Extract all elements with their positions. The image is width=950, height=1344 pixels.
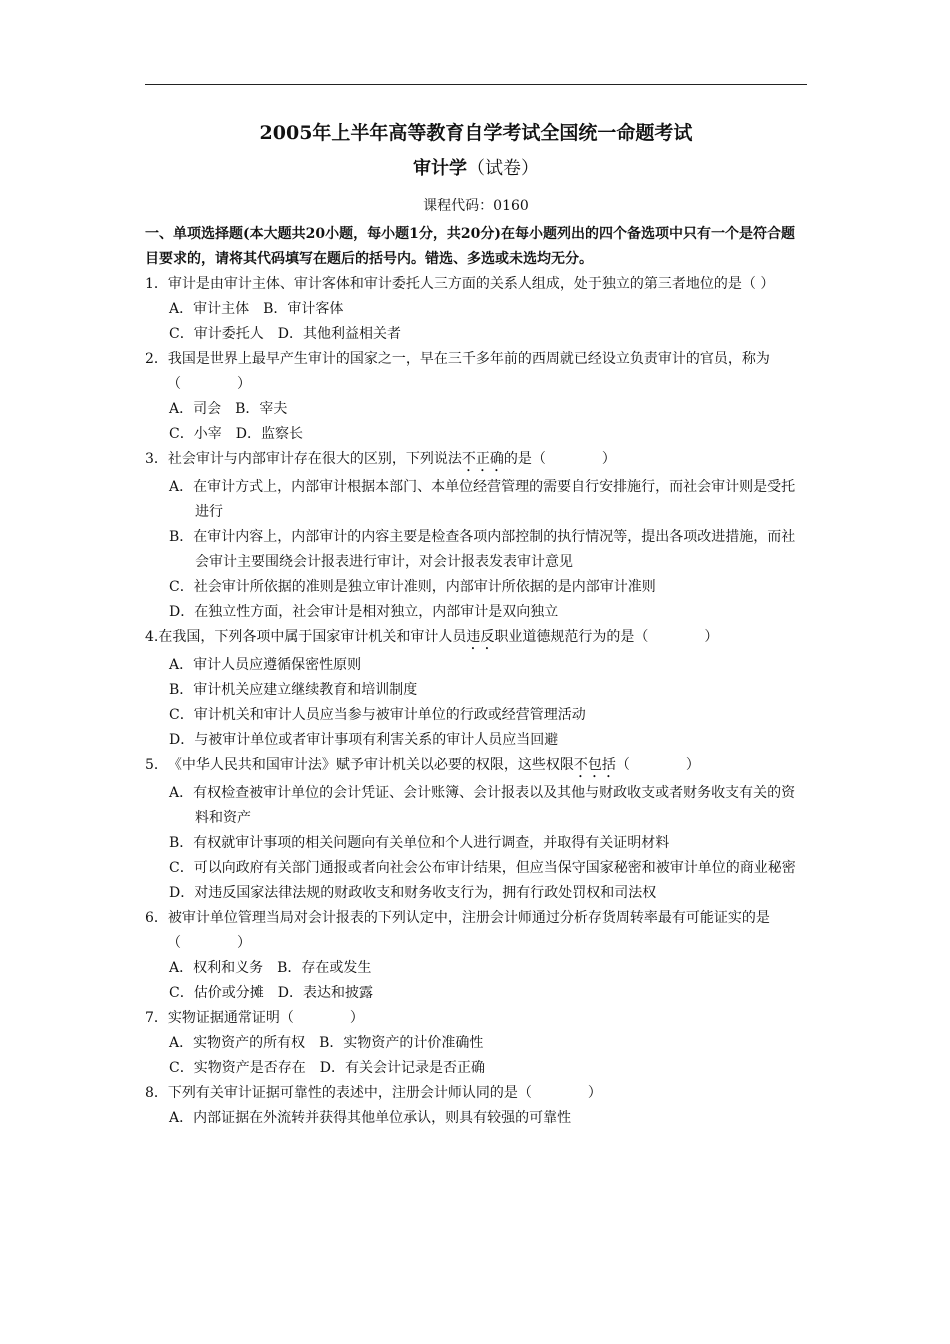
option-b: B．宰夫 (235, 401, 288, 417)
option-d: D．其他利益相关者 (277, 326, 401, 342)
option-a: A．司会 (169, 401, 222, 417)
stem-text: 下列有关审计证据可靠性的表述中，注册会计师认同的是（ ） (167, 1085, 602, 1101)
question-stem (145, 906, 807, 956)
question-stem (145, 1006, 807, 1031)
option-a: A．审计人员应遵循保密性原则 (169, 657, 362, 673)
question-stem (145, 1081, 807, 1106)
option-a: A．有权检查被审计单位的会计凭证、会计账簿、会计报表以及其他与财政收支或者财务收支有关的资料和资产 (169, 785, 796, 826)
question-8 (145, 1081, 807, 1131)
question-stem (145, 347, 807, 397)
emphasis-text: 不正确 (461, 451, 504, 467)
option-row (145, 956, 807, 981)
question-number: 4. (145, 629, 159, 645)
question-number: 6． (145, 910, 168, 926)
exam-paper (145, 118, 807, 1131)
question-5 (145, 753, 807, 906)
option-row (145, 297, 807, 322)
option-d: D．表达和披露 (277, 985, 373, 1001)
option-a: A．审计主体 (169, 301, 250, 317)
option-c: C．实物资产是否存在 (169, 1060, 306, 1076)
option-row (145, 422, 807, 447)
option-a: A．实物资产的所有权 (169, 1035, 306, 1051)
emphasis-text: 不包括 (573, 757, 616, 773)
course-code: 课程代码：0160 (423, 198, 529, 214)
header-rule (145, 84, 807, 85)
option-d: D．有关会计记录是否正确 (319, 1060, 485, 1076)
question-2 (145, 347, 807, 447)
question-4 (145, 625, 807, 753)
subject-suffix: （试卷） (467, 158, 539, 179)
question-number: 3． (145, 451, 168, 467)
option-a: A．权利和义务 (169, 960, 264, 976)
option-row (145, 981, 807, 1006)
question-number: 7． (145, 1010, 168, 1026)
stem-text: （ ） (615, 757, 700, 773)
option-b: B．审计机关应建立继续教育和培训制度 (169, 682, 418, 698)
option-d: D．与被审计单位或者审计事项有利害关系的审计人员应当回避 (169, 732, 559, 748)
option-d: D．在独立性方面，社会审计是相对独立，内部审计是双向独立 (169, 604, 559, 620)
option-a: A．内部证据在外流转并获得其他单位承认，则具有较强的可靠性 (169, 1110, 572, 1126)
question-stem (145, 447, 807, 475)
exam-title: 2005年上半年高等教育自学考试全国统一命题考试 (259, 122, 693, 144)
option-c: C．可以向政府有关部门通报或者向社会公布审计结果，但应当保守国家秘密和被审计单位的商业秘密 (169, 860, 796, 876)
question-number: 1． (145, 276, 168, 292)
stem-text: 社会审计与内部审计存在很大的区别，下列说法 (167, 451, 462, 467)
option-b: B．实物资产的计价准确性 (319, 1035, 484, 1051)
option-d: D．对违反国家法律法规的财政收支和财务收支行为，拥有行政处罚权和司法权 (169, 885, 657, 901)
option-b: B．存在或发生 (277, 960, 372, 976)
option-c: C．审计机关和审计人员应当参与被审计单位的行政或经营管理活动 (169, 707, 586, 723)
question-number: 5． (145, 757, 168, 773)
option-c: C．审计委托人 (169, 326, 264, 342)
option-row (145, 1056, 807, 1081)
question-6 (145, 906, 807, 1006)
stem-text: 职业道德规范行为的是（ ） (494, 629, 719, 645)
option-c: C．估价或分摊 (169, 985, 264, 1001)
question-number: 2． (145, 351, 168, 367)
option-row (145, 1031, 807, 1056)
option-b: B．审计客体 (263, 301, 344, 317)
stem-text: 《中华人民共和国审计法》赋予审计机关以必要的权限，这些权限 (167, 757, 574, 773)
option-row (145, 322, 807, 347)
question-stem (145, 753, 807, 781)
option-c: C．社会审计所依据的准则是独立审计准则，内部审计所依据的是内部审计准则 (169, 579, 656, 595)
question-stem (145, 272, 807, 297)
option-c: C．小宰 (169, 426, 222, 442)
option-b: B．在审计内容上，内部审计的内容主要是检查各项内部控制的执行情况等，提出各项改进措施，而社会审计主要围绕会计报表进行审计，对会计报表发表审计意见 (169, 529, 796, 570)
question-3 (145, 447, 807, 625)
stem-text: 我国是世界上最早产生审计的国家之一，早在三千多年前的西周就已经设立负责审计的官员，称为（ ） (167, 351, 770, 392)
stem-text: 被审计单位管理当局对会计报表的下列认定中，注册会计师通过分析存货周转率最有可能证实的是（ ） (167, 910, 770, 951)
question-stem (145, 625, 807, 653)
option-b: B．有权就审计事项的相关问题向有关单位和个人进行调查，并取得有关证明材料 (169, 835, 670, 851)
question-1 (145, 272, 807, 347)
question-number: 8． (145, 1085, 168, 1101)
option-d: D．监察长 (235, 426, 303, 442)
stem-text: 实物证据通常证明（ ） (167, 1010, 364, 1026)
stem-text: 审计是由审计主体、审计客体和审计委托人三方面的关系人组成，处于独立的第三者地位的是（ ） (167, 276, 775, 292)
exam-subject (145, 154, 807, 184)
stem-text: 的是（ ） (503, 451, 616, 467)
option-row (145, 397, 807, 422)
option-a: A．在审计方式上，内部审计根据本部门、本单位经营管理的需要自行安排施行，而社会审计则是受托进行 (169, 479, 796, 520)
emphasis-text: 违反 (466, 629, 495, 645)
section-heading: 一、单项选择题(本大题共20小题，每小题1分，共20分)在每小题列出的四个备选项中只有一个是符合题目要求的，请将其代码填写在题后的括号内。错选、多选或未选均无分。 (145, 226, 795, 267)
subject-name: 审计学 (413, 158, 467, 179)
question-7 (145, 1006, 807, 1081)
stem-text: 在我国，下列各项中属于国家审计机关和审计人员 (158, 629, 467, 645)
